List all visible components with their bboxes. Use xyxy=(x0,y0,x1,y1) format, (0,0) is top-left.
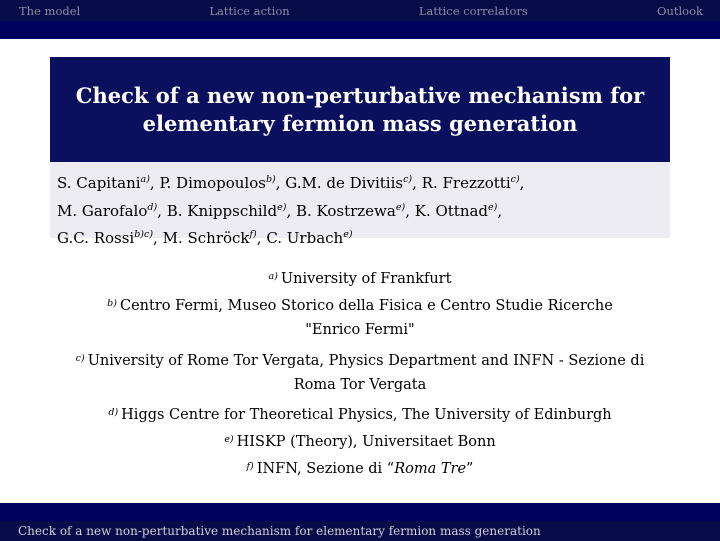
nav-item-the-model[interactable]: The model xyxy=(19,3,81,18)
author-affiliation-mark: e) xyxy=(343,229,353,240)
affiliation-e xyxy=(50,426,670,453)
affiliation-text: University of Rome Tor Vergata, Physics Department and INFN - Sezione di xyxy=(87,352,645,369)
navigation-bar xyxy=(0,0,720,21)
affiliation-b xyxy=(50,290,670,317)
affiliation-c-continued: Roma Tor Vergata xyxy=(293,376,427,393)
author-affiliation-mark: d) xyxy=(147,201,158,213)
title-line-2: elementary fermion mass generation xyxy=(142,110,578,136)
affiliation-italic-text: Roma Tre xyxy=(394,461,467,478)
separator: , xyxy=(286,201,296,220)
author-affiliation-mark: c) xyxy=(403,174,413,185)
affiliation-mark: b) xyxy=(107,298,117,310)
authors-line-3 xyxy=(57,223,670,251)
affiliation-f xyxy=(50,453,670,480)
affiliation-c xyxy=(50,345,670,372)
separator: , xyxy=(497,201,503,220)
author-name: R. Frezzotti xyxy=(421,174,511,192)
affiliation-text: Higgs Centre for Theoretical Physics, The University of Edinburgh xyxy=(121,406,612,423)
author-name: B. Knippschild xyxy=(166,201,278,220)
author-affiliation-mark: e) xyxy=(277,201,287,213)
affiliation-mark: e) xyxy=(224,434,234,446)
author-affiliation-mark: b) xyxy=(265,174,276,185)
author-name: P. Dimopoulos xyxy=(159,174,266,192)
author-affiliation-mark: e) xyxy=(395,201,406,213)
separator: , xyxy=(275,174,286,192)
header-subbar xyxy=(0,21,720,39)
separator: , xyxy=(256,229,267,247)
author-name: M. Schröck xyxy=(162,229,250,247)
affiliation-mark: f) xyxy=(246,461,254,473)
separator: , xyxy=(149,174,160,192)
separator: , xyxy=(519,174,525,192)
separator: , xyxy=(153,229,163,247)
author-name: S. Capitani xyxy=(57,174,141,192)
author-name: M. Garofalo xyxy=(57,201,148,220)
author-name: K. Ottnad xyxy=(414,201,489,220)
separator: , xyxy=(412,174,422,192)
author-affiliation-mark: c) xyxy=(510,174,520,185)
affiliation-mark: a) xyxy=(268,271,278,282)
author-name: B. Kostrzewa xyxy=(295,201,396,220)
author-affiliation-mark: b)c) xyxy=(134,229,154,240)
affiliation-mark: d) xyxy=(108,406,119,418)
affiliation-text: University of Frankfurt xyxy=(280,271,452,287)
affiliation-text: INFN, Sezione di “ xyxy=(256,461,395,478)
author-affiliation-mark: e) xyxy=(488,201,498,213)
separator: , xyxy=(405,201,415,220)
footer-bar-top xyxy=(0,503,720,521)
authors-line-1 xyxy=(57,168,670,196)
affiliation-text: HISKP (Theory), Universitaet Bonn xyxy=(236,434,496,451)
affiliations-block xyxy=(50,263,670,481)
author-affiliation-mark: a) xyxy=(140,174,150,185)
footer-bar xyxy=(0,521,720,541)
footer-title: Check of a new non-perturbative mechanism for elementary fermion mass generation xyxy=(18,524,541,538)
nav-item-lattice-correlators[interactable]: Lattice correlators xyxy=(418,3,528,18)
author-affiliation-mark: f) xyxy=(249,229,257,240)
author-name: G.C. Rossi xyxy=(57,229,135,247)
author-name: C. Urbach xyxy=(266,229,344,247)
nav-item-outlook[interactable]: Outlook xyxy=(657,3,703,18)
author-name: G.M. de Divitiis xyxy=(285,174,404,192)
affiliation-b-continued: "Enrico Fermi" xyxy=(305,322,415,339)
authors-line-2 xyxy=(57,196,670,224)
affiliation-d xyxy=(50,399,670,426)
affiliation-mark: c) xyxy=(75,352,85,364)
nav-item-lattice-action[interactable]: Lattice action xyxy=(209,3,290,18)
affiliation-a xyxy=(50,263,670,290)
title-line-1: Check of a new non-perturbative mechanism for xyxy=(75,82,645,108)
authors-block xyxy=(50,162,670,247)
separator: , xyxy=(157,201,167,220)
affiliation-text-suffix: ” xyxy=(466,461,474,478)
title-block xyxy=(50,57,670,162)
affiliation-text: Centro Fermi, Museo Storico della Fisica e Centro Studie Ricerche xyxy=(119,298,613,315)
